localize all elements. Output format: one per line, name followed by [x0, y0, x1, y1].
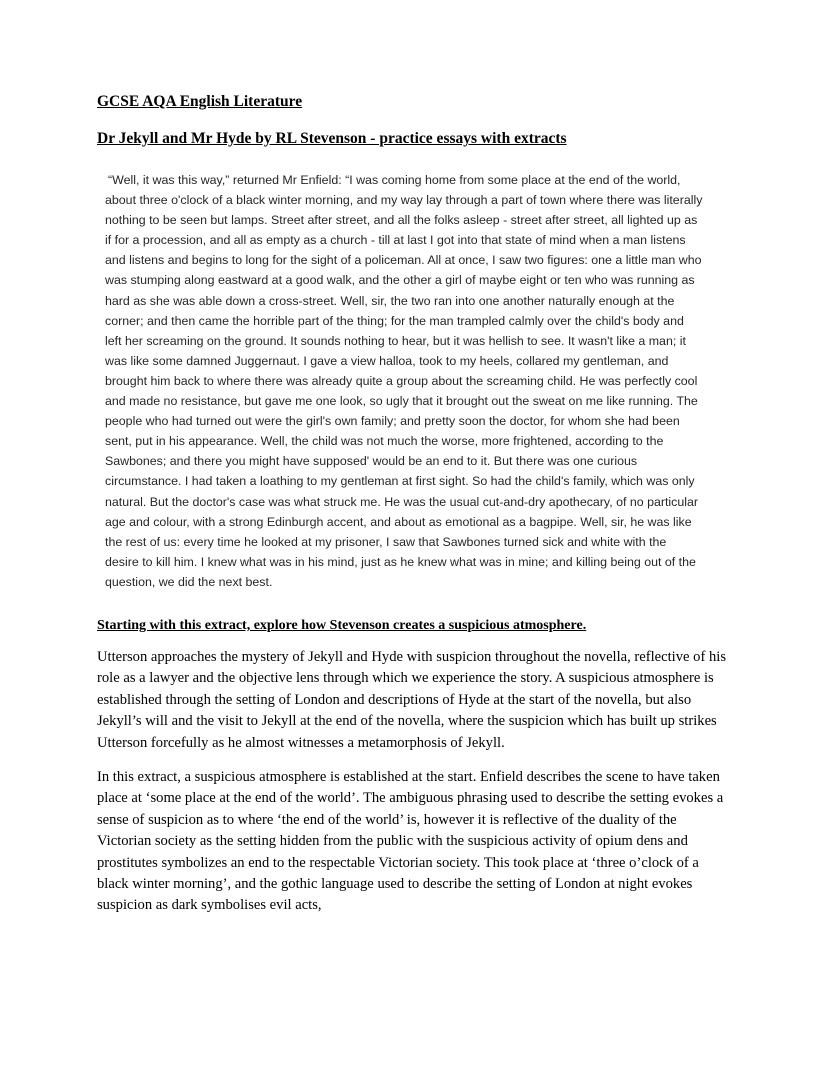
essay-paragraph-2: In this extract, a suspicious atmosphere is established at the start. Enfield describes the scene to have taken place at ‘some place at the end of the world’. The ambiguous phrasing used to describe the setting evokes a sense of suspicion as to where ‘the end of the world’ is, however it is reflective of the duality of the Victorian society as the setting hidden from the public with the suspicious activity of opium dens and prostitutes symbolizes an end to the respectable Victorian society. This took place at ‘three o’clock of a black winter morning’, and the gothic language used to describe the setting of London at night evokes suspicion as dark symbolises evil acts, [97, 769, 724, 914]
essay-paragraph-1: Utterson approaches the mystery of Jekyll and Hyde with suspicion throughout the novella, reflective of his role as a lawyer and the objective lens through which we experience the story. A suspicious atmosphere is established through the setting of London and descriptions of Hyde at the start of the novella, but also Jekyll’s will and the visit to Jekyll at the end of the novella, where the suspicion which has built up strikes Utterson forcefully as he almost witnesses a metamorphosis of Jekyll. [97, 648, 726, 751]
document-subtitle: Dr Jekyll and Mr Hyde by RL Stevenson - practice essays with extracts [97, 130, 567, 147]
essay-question-heading: Starting with this extract, explore how Stevenson creates a suspicious atmosphere. [97, 617, 587, 633]
document-title: GCSE AQA English Literature [97, 93, 303, 110]
novel-extract-paragraph: “Well, it was this way,” returned Mr Enfield: “I was coming home from some place at the end of the world, about three o'clock of a black winter morning, and my way lay through a part of town where there was literally nothing to be seen but lamps. Street after street, and all the folks asleep - street after street, all lighted up as if for a procession, and all as empty as a church - till at last I got into that state of mind when a man listens and listens and begins to long for the sight of a policeman. All at once, I saw two figures: one a little man who was stumping along eastward at a good walk, and the other a girl of maybe eight or ten who was running as hard as she was able down a cross-street. Well, sir, the two ran into one another naturally enough at the corner; and then came the horrible part of the thing; for the man trampled calmly over the child's body and left her screaming on the ground. It sounds nothing to hear, but it was hellish to see. It wasn't like a man; it was like some damned Juggernaut. I gave a view halloa, took to my heels, collared my gentleman, and brought him back to where there was already quite a group about the screaming child. He was perfectly cool and made no resistance, but gave me one look, so ugly that it brought out the sweat on me like running. The people who had turned out were the girl's own family; and pretty soon the doctor, for whom she had been sent, put in his appearance. Well, the child was not much the worse, more frightened, according to the Sawbones; and there you might have supposed' would be an end to it. But there was one curious circumstance. I had taken a loathing to my gentleman at first sight. So had the child's family, which was only natural. But the doctor's case was what struck me. He was the usual cut-and-dry apothecary, of no particular age and colour, with a strong Edinburgh accent, and about as emotional as a bagpipe. Well, sir, he was like the rest of us: every time he looked at my prisoner, I saw that Sawbones turned sick and white with the desire to kill him. I knew what was in his mind, just as he knew what was in mine; and killing being out of the question, we did the next best. [105, 173, 703, 589]
